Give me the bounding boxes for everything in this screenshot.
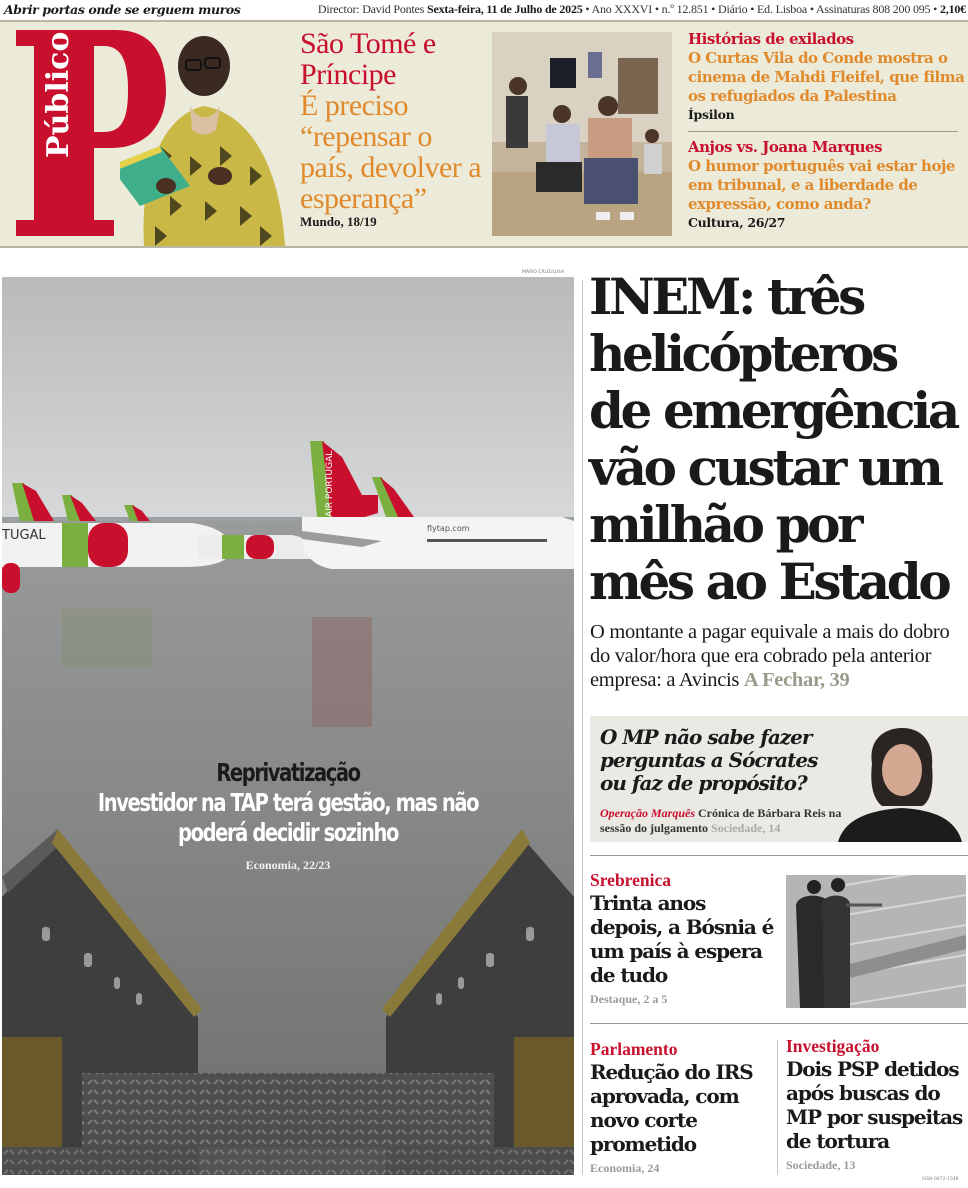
band-headline[interactable] bbox=[300, 28, 490, 230]
story-kicker: Srebrenica bbox=[590, 870, 672, 890]
teaser-body: O Curtas Vila do Conde mostra o cinema de Mahdi Fleifel, que filma os refugiados da Palestina bbox=[688, 49, 965, 105]
divider bbox=[590, 1023, 968, 1024]
director: Director: David Pontes bbox=[317, 1, 425, 16]
svg-text:flytap.com: flytap.com bbox=[427, 524, 470, 533]
opinion-byline: Crónica de Bárbara Reis na sessão do julgamento bbox=[600, 806, 842, 835]
teaser-humor[interactable] bbox=[688, 138, 966, 231]
band-quote: É preciso “repensar o país, devolver a esperança” bbox=[300, 89, 482, 215]
story-title: Redução do IRS aprovada, com novo corte prometido bbox=[590, 1060, 753, 1156]
story-section: Economia, 24 bbox=[590, 1161, 660, 1175]
logo-word: Público bbox=[41, 31, 76, 158]
svg-text:AIR PORTUGAL: AIR PORTUGAL bbox=[325, 450, 335, 517]
main-photo[interactable] bbox=[2, 277, 574, 1175]
band-section: Mundo, 18/19 bbox=[300, 214, 377, 229]
lead-section[interactable]: A Fechar, 39 bbox=[743, 669, 850, 691]
refugees-photo bbox=[492, 32, 672, 236]
tap-kicker: Reprivatização bbox=[216, 758, 360, 787]
tap-title: Investidor na TAP terá gestão, mas não poderá decidir sozinho bbox=[97, 788, 479, 847]
issue-date: Sexta-feira, 11 de Julho de 2025 bbox=[426, 1, 583, 16]
columnist-photo bbox=[838, 724, 962, 842]
tap-headline[interactable] bbox=[2, 757, 574, 873]
story-title: Dois PSP detidos após buscas do MP por suspeitas de tortura bbox=[786, 1057, 963, 1153]
issn: ISSN-0872-1548 bbox=[922, 1177, 959, 1182]
opinion-headline: O MP não sabe fazer perguntas a Sócrates ou faz de propósito? bbox=[600, 725, 818, 795]
srebrenica-photo bbox=[786, 875, 966, 1008]
teaser-kicker: Anjos vs. Joana Marques bbox=[688, 138, 883, 156]
story-section: Destaque, 2 a 5 bbox=[590, 992, 668, 1006]
story-kicker: Investigação bbox=[786, 1036, 880, 1056]
teaser-body: O humor português vai estar hoje em tribunal, e a liberdade de expressão, como anda? bbox=[688, 157, 955, 213]
lead-summary-text: O montante a pagar equivale a mais do dobro do valor/hora que era cobrado pela anterior empresa: a Avincis bbox=[590, 621, 950, 691]
teaser-section: Ípsilon bbox=[688, 107, 735, 122]
opinion-section: Sociedade, 14 bbox=[711, 821, 781, 835]
teaser-kicker: Histórias de exilados bbox=[688, 30, 854, 48]
opinion-box[interactable] bbox=[590, 716, 968, 842]
teasers bbox=[688, 30, 966, 231]
photo-credit: MÁRIO CRUZ/LUSA bbox=[522, 270, 565, 275]
slogan: Abrir portas onde se erguem muros bbox=[4, 1, 241, 17]
story-irs[interactable] bbox=[590, 1038, 770, 1176]
svg-text:TUGAL: TUGAL bbox=[2, 528, 46, 543]
teaser-exile[interactable] bbox=[688, 30, 966, 123]
lead-summary bbox=[590, 620, 968, 692]
top-strip bbox=[0, 0, 968, 18]
issue-details: • Ano XXXVI • n.º 12.851 • Diário • Ed. Lisboa • Assinaturas 808 200 095 • bbox=[585, 1, 938, 16]
story-psp[interactable] bbox=[786, 1035, 968, 1173]
portrait-photo bbox=[120, 26, 288, 246]
story-kicker: Parlamento bbox=[590, 1039, 678, 1059]
opinion-kicker: Operação Marquês bbox=[600, 806, 695, 820]
price: 2,10€ bbox=[939, 1, 966, 16]
column-divider bbox=[582, 280, 583, 1175]
lead-headline[interactable]: INEM: três helicópteros de emergência vão custar um milhão por mês ao Estado bbox=[589, 267, 957, 611]
teaser-section: Cultura, 26/27 bbox=[688, 215, 786, 230]
issue-info bbox=[318, 2, 966, 17]
column-divider bbox=[777, 1040, 778, 1175]
opinion-meta bbox=[600, 806, 850, 836]
tap-planes-photo bbox=[2, 277, 574, 1175]
masthead-band bbox=[0, 20, 968, 248]
divider bbox=[590, 855, 968, 856]
story-srebrenica[interactable] bbox=[590, 869, 780, 1007]
story-title: Trinta anos depois, a Bósnia é um país à espera de tudo bbox=[590, 891, 774, 987]
tap-section: Economia, 22/23 bbox=[245, 858, 331, 872]
band-kicker: São Tomé e Príncipe bbox=[300, 27, 436, 91]
divider bbox=[688, 131, 958, 132]
story-section: Sociedade, 13 bbox=[786, 1158, 856, 1172]
